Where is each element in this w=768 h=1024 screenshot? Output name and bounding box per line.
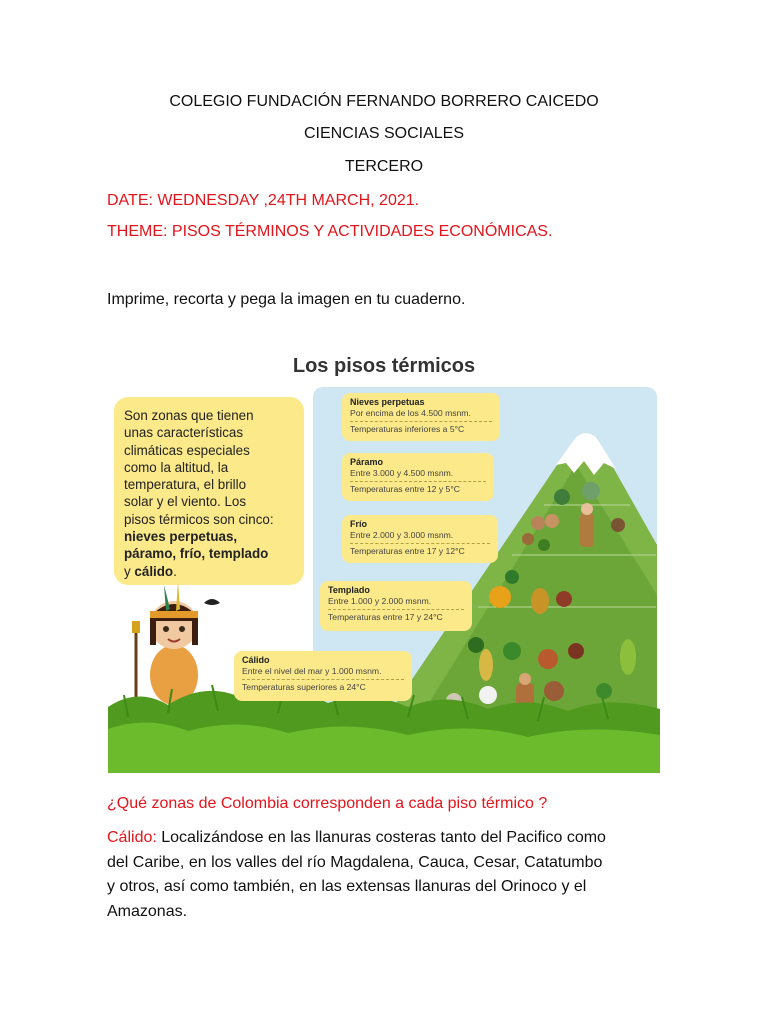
grade: TERCERO (344, 158, 424, 175)
label-calido (234, 651, 412, 701)
floor-altitude: Entre 2.000 y 3.000 msnm. (350, 530, 454, 540)
floor-name: Nieves perpetuas (350, 397, 425, 407)
intro-line: pisos térmicos son cinco: (124, 511, 274, 527)
floor-name: Frío (350, 519, 367, 529)
floor-temperature: Temperaturas superiores a 24°C (242, 682, 366, 692)
floor-temperature: Temperaturas entre 17 y 24°C (328, 612, 443, 622)
answer-term: Cálido: (107, 829, 157, 846)
intro-tail-end: . (173, 563, 177, 579)
label-paramo (342, 453, 494, 501)
answer-line: Localizándose en las llanuras costeras tanto del Pacifico como (156, 829, 606, 846)
floor-temperature: Temperaturas entre 12 y 5°C (350, 484, 460, 494)
label-nieves (342, 393, 500, 441)
instruction: Imprime, recorta y pega la imagen en tu cuaderno. (107, 291, 466, 308)
floor-temperature: Temperaturas entre 17 y 12°C (350, 546, 465, 556)
answer-line: y otros, así como también, en las extensas llanuras del Orinoco y el (107, 878, 587, 895)
date-line: DATE: WEDNESDAY ,24TH MARCH, 2021. (107, 192, 420, 209)
answer-line: del Caribe, en los valles del río Magdalena, Cauca, Cesar, Catatumbo (107, 853, 603, 871)
intro-bold-line: nieves perpetuas, (124, 529, 238, 545)
intro-line: climáticas especiales (124, 442, 250, 458)
question: ¿Qué zonas de Colombia corresponden a cada piso térmico ? (107, 795, 548, 812)
school-name: COLEGIO FUNDACIÓN FERNANDO BORRERO CAICEDO (169, 93, 599, 110)
intro-line: como la altitud, la (124, 459, 229, 475)
intro-tail-bold: cálido (134, 563, 174, 579)
answer-paragraph (107, 826, 677, 924)
subject: CIENCIAS SOCIALES (303, 125, 465, 142)
theme-line: THEME: PISOS TÉRMINOS Y ACTIVIDADES ECONÓMICAS. (107, 223, 553, 240)
floor-altitude: Entre 3.000 y 4.500 msnm. (350, 468, 454, 478)
answer-line: Amazonas. (107, 902, 188, 920)
label-templado (320, 581, 472, 631)
floor-altitude: Entre el nivel del mar y 1.000 msnm. (242, 666, 382, 676)
floor-name: Templado (328, 585, 370, 595)
intro-line: unas características (124, 425, 244, 441)
intro-tail: y (124, 563, 135, 579)
figure-title: Los pisos térmicos (292, 355, 476, 377)
intro-line: Son zonas que tienen (124, 408, 254, 423)
intro-bold-line: páramo, frío, templado (124, 546, 269, 562)
label-frio (342, 515, 498, 563)
floor-altitude: Por encima de los 4.500 msnm. (350, 408, 471, 418)
intro-line: solar y el viento. Los (124, 494, 247, 510)
intro-box (114, 397, 304, 585)
floor-name: Páramo (350, 457, 384, 467)
floor-temperature: Temperaturas inferiores a 5°C (350, 424, 465, 434)
floor-altitude: Entre 1.000 y 2.000 msnm. (328, 596, 432, 606)
thermal-floors-figure (108, 345, 660, 773)
floor-name: Cálido (242, 655, 270, 665)
intro-line: temperatura, el brillo (124, 477, 247, 493)
